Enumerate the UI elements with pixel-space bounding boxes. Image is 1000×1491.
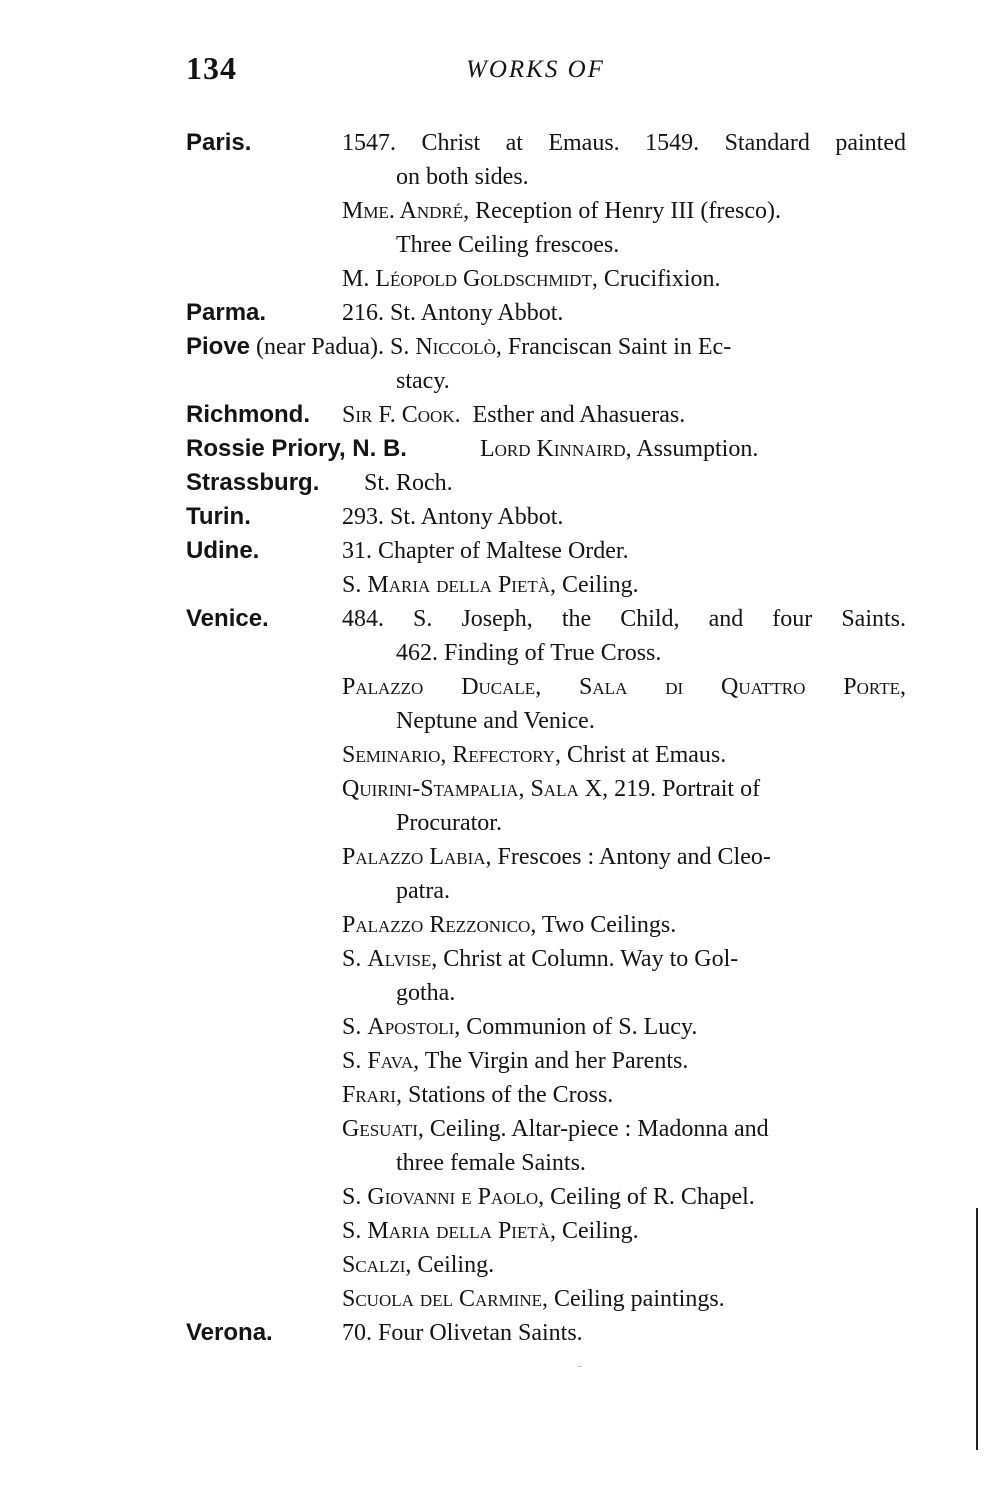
place-heading-strassburg: Strassburg. <box>186 469 320 496</box>
entry-line: stacy. <box>396 368 450 394</box>
entry-line: on both sides. <box>396 164 529 190</box>
entry-line: three female Saints. <box>396 1150 586 1176</box>
entry-text: S. <box>342 1014 368 1040</box>
entry-line <box>480 432 758 466</box>
entry-line: 70. Four Olivetan Saints. <box>342 1320 583 1346</box>
place-name: Piove <box>186 333 251 360</box>
entry-line <box>342 1282 906 1316</box>
place-heading-verona: Verona. <box>186 1319 273 1346</box>
entry-line <box>342 194 906 228</box>
entry-line: 462. Finding of True Cross. <box>396 640 662 666</box>
running-head: WORKS OF <box>466 56 605 83</box>
work-title: Ceiling. Altar-piece : Madonna and <box>423 1116 769 1142</box>
entry-line <box>342 1248 906 1282</box>
entry-line <box>342 1010 906 1044</box>
entry-text: S. <box>342 1048 368 1074</box>
entry-line <box>342 1112 906 1146</box>
entry-line <box>342 1044 906 1078</box>
work-title: Ceiling. <box>556 572 639 598</box>
work-title: Ceiling. <box>411 1252 495 1278</box>
work-title: Christ at Column. Way to Gol- <box>437 946 739 972</box>
entry-line <box>342 908 906 942</box>
collection-name: Fava, <box>367 1048 420 1074</box>
collection-name: Palazzo Rezzonico, <box>342 912 537 938</box>
collection-name: Gesuati, <box>342 1116 424 1142</box>
entry-line: 1547. Christ at Emaus. 1549. Standard painted <box>342 130 906 156</box>
work-title: Reception of Henry III (fresco). <box>469 198 781 224</box>
collection-name: Seminario, Refectory, <box>342 742 561 768</box>
entry-line: 216. St. Antony Abbot. <box>342 300 564 326</box>
collection-name: Scalzi, <box>342 1252 412 1278</box>
work-title: Ceiling of R. Chapel. <box>544 1184 755 1210</box>
entry-line: Procurator. <box>396 810 502 836</box>
work-title: Frescoes : Antony and Cleo- <box>491 844 771 870</box>
entry-line: 31. Chapter of Maltese Order. <box>342 538 629 564</box>
collection-name: Sir F. Cook. <box>342 402 461 428</box>
entry-line: patra. <box>396 878 450 904</box>
entry-text: S. <box>342 946 368 972</box>
entry-line: 293. St. Antony Abbot. <box>342 504 564 530</box>
entry-text: S. <box>342 1184 368 1210</box>
work-title: Christ at Emaus. <box>560 742 727 768</box>
entry-line <box>342 942 906 976</box>
work-title: Ceiling. <box>556 1218 639 1244</box>
collection-name: M. Léopold Goldschmidt, <box>342 266 598 292</box>
collection-name: Niccolò, <box>415 334 502 360</box>
entry-line <box>342 1214 906 1248</box>
entry-line <box>342 840 906 874</box>
work-title: X, 219. Portrait of <box>578 776 761 802</box>
entry-line: Neptune and Venice. <box>396 708 595 734</box>
entry-line: 484. S. Joseph, the Child, and four Saints. <box>342 606 906 632</box>
collection-name: Palazzo Labia, <box>342 844 492 870</box>
work-title: Esther and Ahasueras. <box>460 402 686 428</box>
page-number: 134 <box>186 50 237 86</box>
work-title: Assumption. <box>631 436 759 462</box>
entry-line: St. Roch. <box>364 470 453 496</box>
place-heading-venice: Venice. <box>186 605 269 632</box>
collection-name: Scuola del Carmine, <box>342 1286 549 1312</box>
place-heading-udine: Udine. <box>186 537 260 564</box>
entry-text: S. <box>342 1218 368 1244</box>
collection-name: Alvise, <box>367 946 438 972</box>
entry-line <box>342 568 906 602</box>
work-title: Two Ceilings. <box>536 912 677 938</box>
work-title: Stations of the Cross. <box>401 1082 614 1108</box>
entry-line <box>342 772 906 806</box>
entry-line <box>342 398 906 432</box>
collection-name: Maria della Pietà, <box>367 1218 557 1244</box>
collection-name: Maria della Pietà, <box>367 572 557 598</box>
place-heading-paris: Paris. <box>186 129 252 156</box>
entry-text: S. <box>342 572 368 598</box>
entry-line <box>342 738 906 772</box>
work-title: Communion of S. Lucy. <box>460 1014 698 1040</box>
work-title: Franciscan Saint in Ec- <box>501 334 732 360</box>
entry-line <box>342 262 906 296</box>
collection-name: Mme. André, <box>342 198 470 224</box>
entry-line <box>342 1078 906 1112</box>
place-heading-parma: Parma. <box>186 299 267 326</box>
entry-line: gotha. <box>396 980 456 1006</box>
collection-name: Lord Kinnaird, <box>480 436 632 462</box>
place-heading-richmond: Richmond. <box>186 401 310 428</box>
collection-name: Frari, <box>342 1082 402 1108</box>
collection-name: Giovanni e Paolo, <box>367 1184 545 1210</box>
collection-name: Apostoli, <box>367 1014 461 1040</box>
work-title: Ceiling paintings. <box>548 1286 725 1312</box>
scan-edge-rule <box>976 1208 978 1450</box>
place-heading-rossie-priory: Rossie Priory, N. B. <box>186 435 407 462</box>
work-title: Crucifixion. <box>597 266 721 292</box>
entry-line: Three Ceiling frescoes. <box>396 232 620 258</box>
scan-speck <box>578 1366 581 1367</box>
collection-name: Quirini-Stampalia, Sala <box>342 776 579 802</box>
entry-text: (near Padua). S. <box>250 334 416 360</box>
entry-line: Palazzo Ducale, Sala di Quattro Porte, <box>342 674 906 700</box>
place-heading-piove <box>186 330 906 364</box>
place-heading-turin: Turin. <box>186 503 251 530</box>
entry-line <box>342 1180 906 1214</box>
work-title: The Virgin and her Parents. <box>419 1048 689 1074</box>
